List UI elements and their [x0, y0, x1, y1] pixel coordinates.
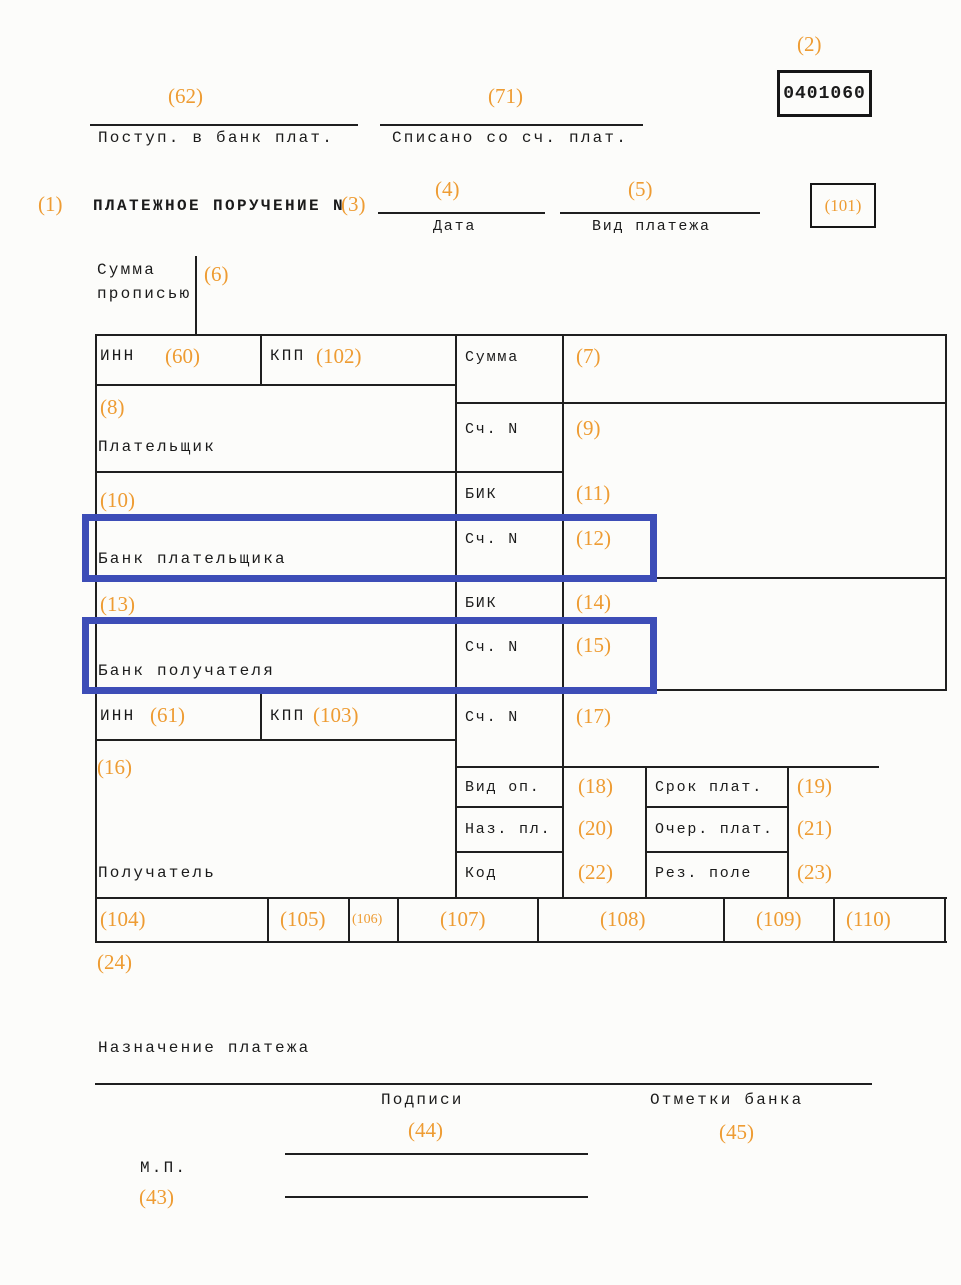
field-16-number: (16) — [97, 755, 132, 779]
field-107-number: (107) — [440, 907, 486, 931]
field-19-number: (19) — [797, 774, 832, 798]
field-11-number: (11) — [576, 481, 611, 505]
payment-purpose-label: Назначение платежа — [98, 1039, 311, 1057]
table-line — [945, 335, 947, 691]
field-3-number: (3) — [341, 192, 366, 216]
payer-inn-label: ИНН — [100, 347, 136, 365]
amount-words-label-1: Сумма — [97, 261, 157, 279]
table-line — [95, 739, 457, 741]
received-underline — [90, 124, 358, 126]
field-106-number: (106) — [352, 912, 383, 927]
field-5-number: (5) — [628, 177, 653, 201]
signature-line-1 — [285, 1153, 588, 1155]
field-44-number: (44) — [408, 1118, 443, 1142]
table-line — [645, 851, 789, 853]
debited-underline — [380, 124, 643, 126]
field-102-number: (102) — [316, 344, 362, 368]
payee-bank-label: Банк получателя — [98, 662, 276, 680]
payer-bank-label: Банк плательщика — [98, 550, 287, 568]
table-line — [267, 898, 269, 943]
field-109-number: (109) — [756, 907, 802, 931]
amount-words-divider — [195, 256, 197, 335]
payee-kpp-label: КПП — [270, 707, 306, 725]
field-4-number: (4) — [435, 177, 460, 201]
reserve-field-label: Рез. поле — [655, 865, 753, 882]
field-12-number: (12) — [576, 526, 611, 550]
table-line — [95, 897, 947, 899]
field-21-number: (21) — [797, 816, 832, 840]
table-line — [455, 806, 564, 808]
table-line — [348, 898, 350, 943]
field-23-number: (23) — [797, 860, 832, 884]
payment-due-label: Срок плат. — [655, 779, 764, 796]
table-line — [455, 402, 947, 404]
date-label: Дата — [433, 218, 477, 235]
debited-from-account-label: Списано со сч. плат. — [392, 129, 629, 147]
amount-words-label-2: прописью — [97, 285, 192, 303]
table-line — [944, 898, 946, 943]
payer-label: Плательщик — [98, 438, 217, 456]
field-24-number: (24) — [97, 950, 132, 974]
table-line — [833, 898, 835, 943]
sum-label: Сумма — [465, 349, 520, 366]
table-line — [455, 766, 879, 768]
form-code: 0401060 — [783, 83, 866, 104]
field-110-number: (110) — [846, 907, 891, 931]
field-10-number: (10) — [100, 488, 135, 512]
field-18-number: (18) — [578, 774, 613, 798]
table-line — [455, 851, 564, 853]
table-line — [260, 335, 262, 386]
table-line — [95, 471, 564, 473]
field-103-number: (103) — [313, 703, 359, 727]
payee-inn-label: ИНН — [100, 707, 136, 725]
code-label: Код — [465, 865, 498, 882]
payer-bank-bik-label: БИК — [465, 486, 498, 503]
field-7-number: (7) — [576, 344, 601, 368]
field-62-number: (62) — [168, 84, 203, 108]
payee-account-label: Сч. N — [465, 709, 520, 726]
field-60-number: (60) — [165, 344, 200, 368]
field-15-number: (15) — [576, 633, 611, 657]
field-43-number: (43) — [139, 1185, 174, 1209]
table-line — [95, 941, 947, 943]
payer-bank-account-label: Сч. N — [465, 531, 520, 548]
operation-type-label: Вид оп. — [465, 779, 541, 796]
field-6-number: (6) — [204, 262, 229, 286]
table-line — [645, 806, 789, 808]
payment-priority-label: Очер. плат. — [655, 821, 774, 838]
table-line — [723, 898, 725, 943]
payer-bank-highlight-box — [82, 514, 657, 582]
bank-marks-label: Отметки банка — [650, 1091, 804, 1109]
field-13-number: (13) — [100, 592, 135, 616]
purpose-underline — [95, 1083, 872, 1085]
table-line — [787, 767, 789, 899]
field-22-number: (22) — [578, 860, 613, 884]
date-underline — [378, 212, 545, 214]
form-code-box — [777, 70, 872, 117]
field-17-number: (17) — [576, 704, 611, 728]
payee-bank-bik-label: БИК — [465, 595, 498, 612]
table-line — [397, 898, 399, 943]
field-61-number: (61) — [150, 703, 185, 727]
payment-type-label: Вид платежа — [592, 218, 711, 235]
field-101-number: (101) — [824, 195, 862, 215]
payee-label: Получатель — [98, 864, 217, 882]
payee-bank-highlight-box — [82, 617, 657, 694]
field-104-number: (104) — [100, 907, 146, 931]
form-title: ПЛАТЕЖНОЕ ПОРУЧЕНИЕ N — [93, 197, 346, 215]
field-8-number: (8) — [100, 395, 125, 419]
table-line — [95, 334, 947, 336]
table-line — [645, 767, 647, 899]
table-line — [260, 690, 262, 741]
status-101-box — [810, 183, 876, 228]
payer-account-label: Сч. N — [465, 421, 520, 438]
field-1-number: (1) — [38, 192, 63, 216]
payment-purpose-code-label: Наз. пл. — [465, 821, 552, 838]
received-in-bank-label: Поступ. в банк плат. — [98, 129, 335, 147]
field-14-number: (14) — [576, 590, 611, 614]
signature-line-2 — [285, 1196, 588, 1198]
field-2-number: (2) — [797, 32, 822, 56]
field-45-number: (45) — [719, 1120, 754, 1144]
payment-type-underline — [560, 212, 760, 214]
field-9-number: (9) — [576, 416, 601, 440]
table-line — [537, 898, 539, 943]
table-line — [95, 384, 457, 386]
field-71-number: (71) — [488, 84, 523, 108]
signatures-label: Подписи — [381, 1091, 464, 1109]
field-105-number: (105) — [280, 907, 326, 931]
field-108-number: (108) — [600, 907, 646, 931]
field-20-number: (20) — [578, 816, 613, 840]
payee-bank-account-label: Сч. N — [465, 639, 520, 656]
payer-kpp-label: КПП — [270, 347, 306, 365]
stamp-label: М.П. — [140, 1159, 188, 1177]
